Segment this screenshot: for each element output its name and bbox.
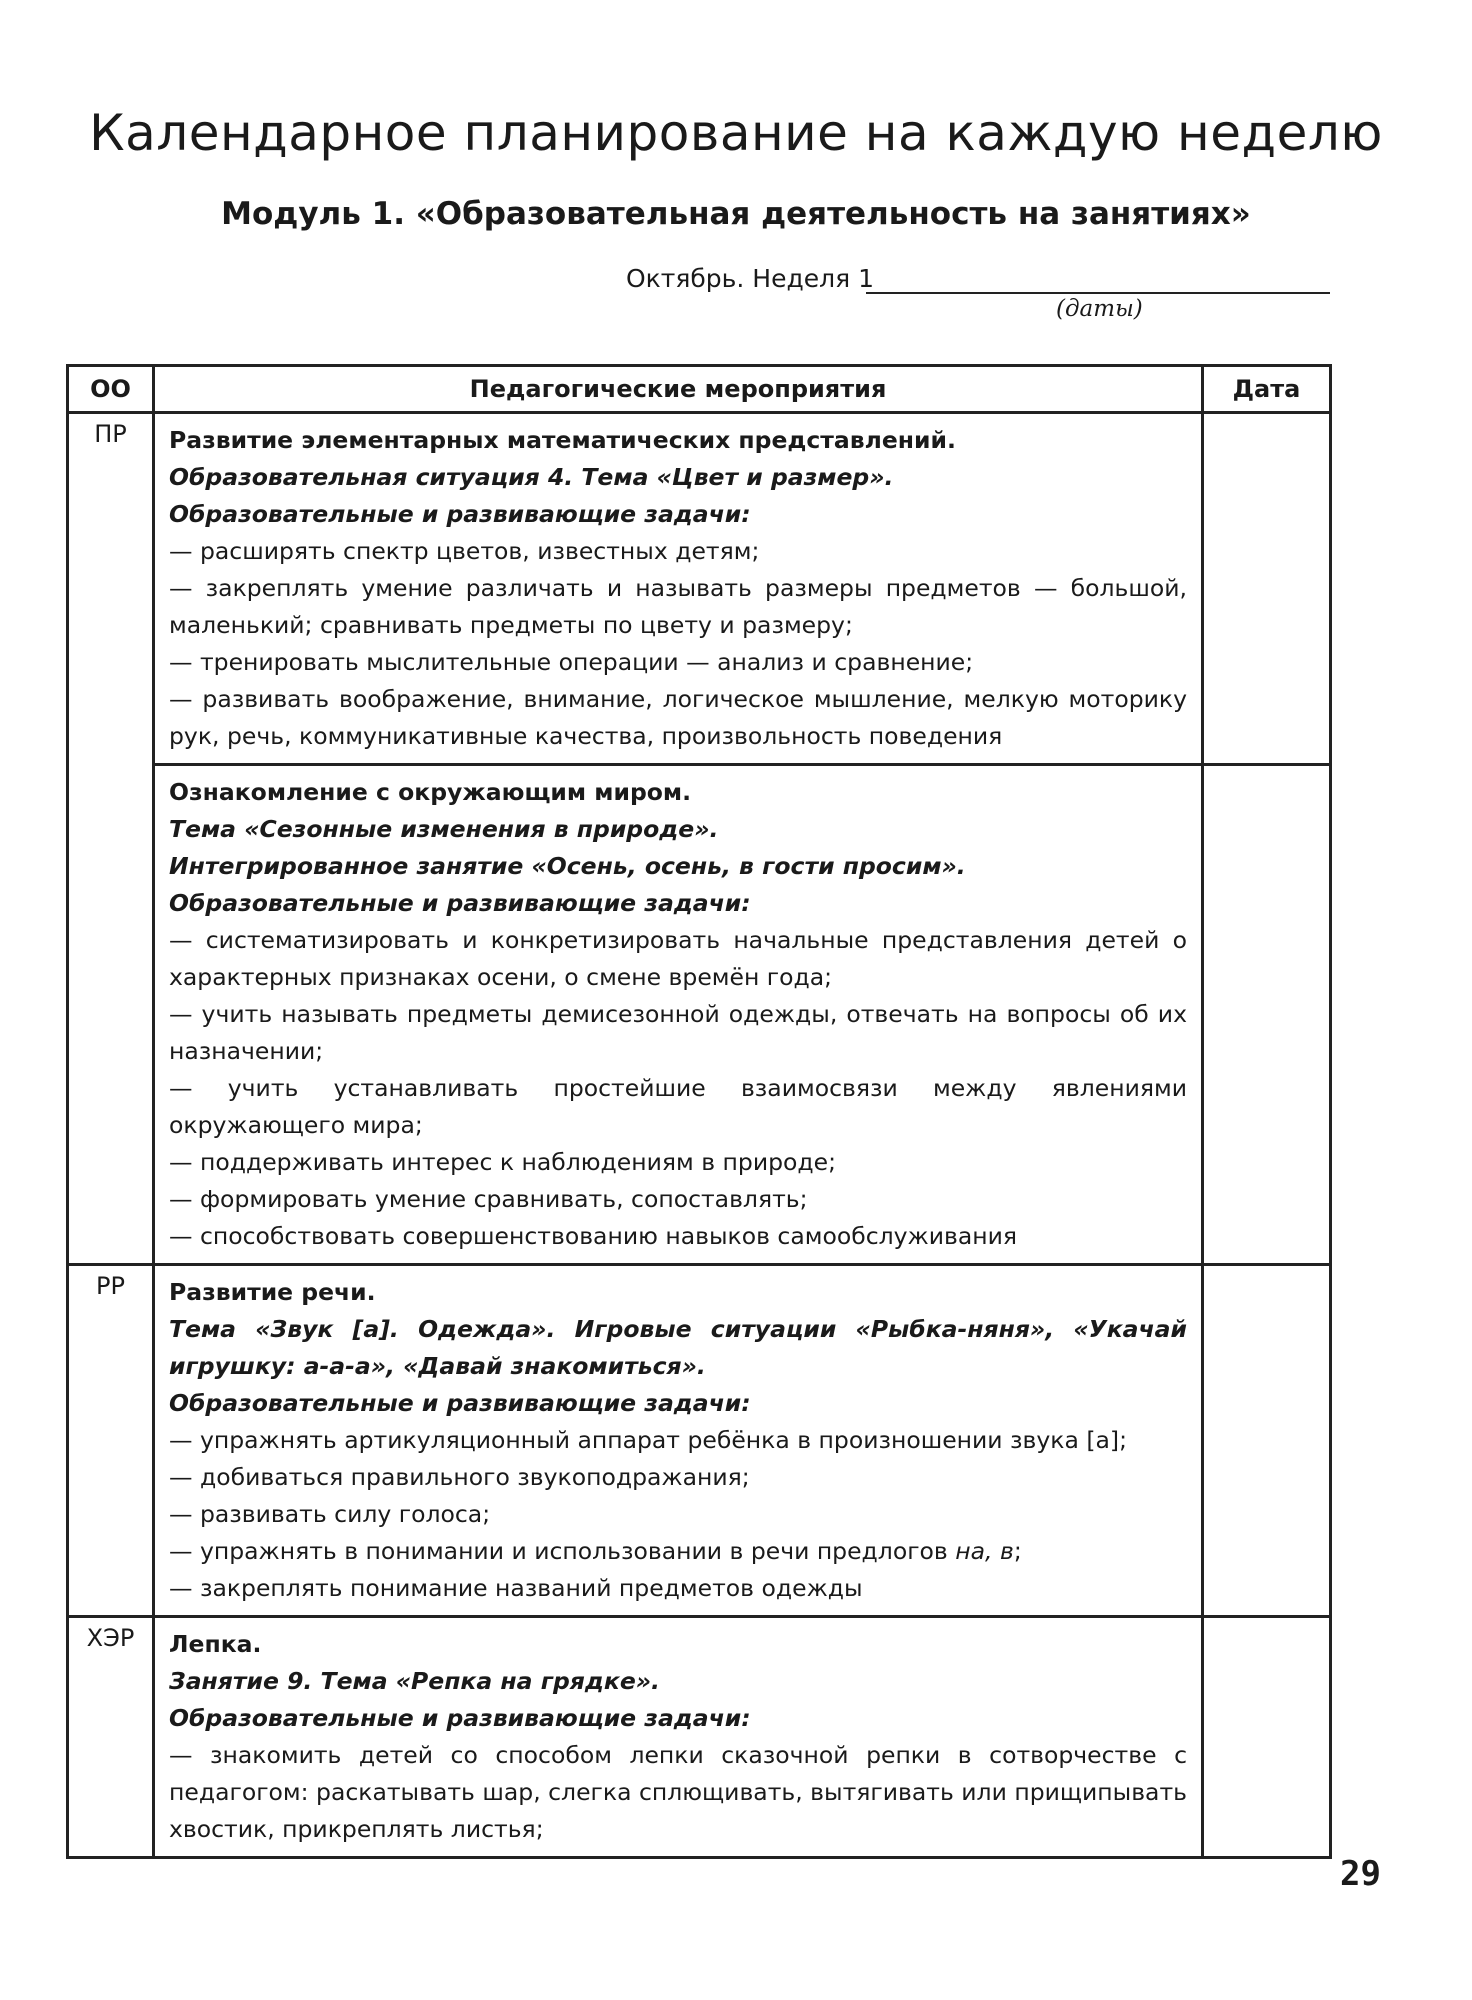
activity-topic: Занятие 9. Тема «Репка на грядке». — [169, 1667, 660, 1695]
activity-heading: Лепка. — [169, 1630, 262, 1658]
area-cell: ХЭР — [68, 1617, 154, 1858]
activity-topic: Образовательная ситуация 4. Тема «Цвет и размер». — [169, 463, 894, 491]
column-header-date: Дата — [1203, 366, 1331, 413]
dates-fill-line — [866, 292, 1330, 294]
task-item: — учить устанавливать простейшие взаимосвязи между явлениями окружающего мира; — [169, 1074, 1187, 1139]
activity-cell — [154, 765, 1203, 1265]
planning-table — [66, 364, 1332, 1859]
table-header-row — [68, 366, 1331, 413]
table-row — [68, 413, 1331, 765]
task-item: — формировать умение сравнивать, сопоставлять; — [169, 1185, 808, 1213]
table-row — [68, 1265, 1331, 1617]
prepositions-italic: на, в — [955, 1537, 1014, 1565]
task-item: — знакомить детей со способом лепки сказочной репки в сотворчестве с педагогом: раскатывать шар, слегка сплющивать, вытягивать или прищипывать хвостик, прикреплять листья; — [169, 1741, 1187, 1843]
task-item: — упражнять артикуляционный аппарат ребёнка в произношении звука [а]; — [169, 1426, 1128, 1454]
task-item: — учить называть предметы демисезонной одежды, отвечать на вопросы об их назначении; — [169, 1000, 1187, 1065]
date-cell[interactable] — [1203, 413, 1331, 765]
table-row — [68, 765, 1331, 1265]
task-item: — развивать силу голоса; — [169, 1500, 491, 1528]
task-item: — поддерживать интерес к наблюдениям в природе; — [169, 1148, 837, 1176]
activity-heading: Ознакомление с окружающим миром. — [169, 778, 692, 806]
task-item: — развивать воображение, внимание, логическое мышление, мелкую моторику рук, речь, коммуникативные качества, произвольность поведения — [169, 685, 1187, 750]
week-label: Октябрь. Неделя 1 — [626, 264, 875, 293]
tasks-heading: Образовательные и развивающие задачи: — [169, 500, 751, 528]
activity-cell — [154, 413, 1203, 765]
dates-handwritten-note: (даты) — [1056, 296, 1143, 322]
date-cell[interactable] — [1203, 765, 1331, 1265]
task-text: — упражнять в понимании и использовании в речи предлогов — [169, 1537, 956, 1565]
task-item-prepositions — [169, 1533, 1187, 1570]
task-item: — систематизировать и конкретизировать начальные представления детей о характерных признаках осени, о смене времён года; — [169, 926, 1187, 991]
activity-cell — [154, 1265, 1203, 1617]
area-cell: ПР — [68, 413, 154, 765]
task-item: — добиваться правильного звукоподражания; — [169, 1463, 750, 1491]
activity-topic: Тема «Сезонные изменения в природе». — [169, 815, 719, 843]
task-item: — способствовать совершенствованию навыков самообслуживания — [169, 1222, 1018, 1250]
column-header-activities: Педагогические мероприятия — [154, 366, 1203, 413]
page-number: 29 — [1340, 1854, 1381, 1894]
area-cell — [68, 765, 154, 1265]
page-title: Календарное планирование на каждую неделю — [89, 104, 1383, 162]
activity-topic: Тема «Звук [а]. Одежда». Игровые ситуации «Рыбка-няня», «Укачай игрушку: а-а-а», «Давай знакомиться». — [169, 1315, 1187, 1380]
task-text-end: ; — [1013, 1537, 1022, 1565]
task-item: — расширять спектр цветов, известных детям; — [169, 537, 760, 565]
column-header-oo: ОО — [68, 366, 154, 413]
tasks-heading: Образовательные и развивающие задачи: — [169, 1389, 751, 1417]
activity-cell — [154, 1617, 1203, 1858]
date-cell[interactable] — [1203, 1617, 1331, 1858]
activity-heading: Развитие элементарных математических представлений. — [169, 426, 956, 454]
activity-heading: Развитие речи. — [169, 1278, 376, 1306]
table-row — [68, 1617, 1331, 1858]
task-item: — тренировать мыслительные операции — анализ и сравнение; — [169, 648, 974, 676]
task-item: — закреплять понимание названий предметов одежды — [169, 1574, 863, 1602]
tasks-heading: Образовательные и развивающие задачи: — [169, 1704, 751, 1732]
tasks-heading: Образовательные и развивающие задачи: — [169, 889, 751, 917]
activity-lesson: Интегрированное занятие «Осень, осень, в гости просим». — [169, 852, 966, 880]
task-item: — закреплять умение различать и называть размеры предметов — большой, маленький; сравнивать предметы по цвету и размеру; — [169, 574, 1187, 639]
module-subtitle: Модуль 1. «Образовательная деятельность на занятиях» — [221, 196, 1251, 232]
date-cell[interactable] — [1203, 1265, 1331, 1617]
area-cell: РР — [68, 1265, 154, 1617]
